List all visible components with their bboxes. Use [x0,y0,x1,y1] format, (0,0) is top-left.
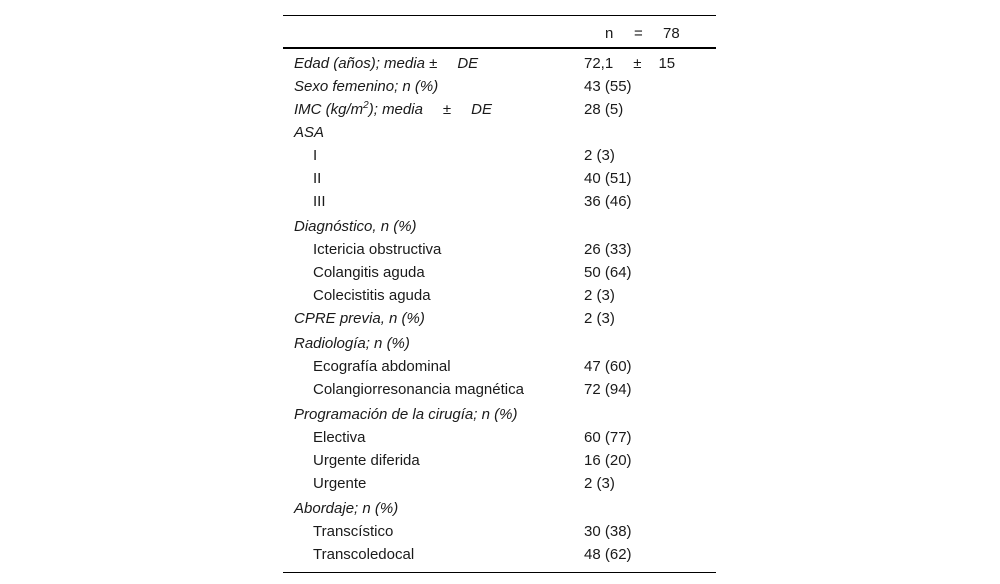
row-label-text: Edad (años); media ± [294,55,438,72]
table-row [283,98,716,121]
table-row [283,75,716,98]
table-row [283,121,716,144]
table-row [283,144,716,167]
row-label: CPRE previa, n (%) [294,310,425,327]
row-value: 2 (3) [584,475,615,492]
row-value: 48 (62) [584,546,632,563]
table-row [283,190,716,213]
row-label: Diagnóstico, n (%) [294,218,417,235]
row-label-de: DE [457,55,479,72]
row-label: Colangitis aguda [313,264,425,281]
row-label [294,101,492,118]
row-label: Programación de la cirugía; n (%) [294,406,518,423]
table-row [283,52,716,75]
table-row [283,449,716,472]
equals-sign: = [634,25,643,42]
row-value: 26 (33) [584,241,632,258]
bottom-rule [283,572,716,573]
row-label: Radiología; n (%) [294,335,410,352]
row-label: Electiva [313,429,366,446]
row-label-text: IMC (kg/m [294,101,364,118]
table-row [283,307,716,330]
n-label: n [605,25,614,42]
table-body [283,49,716,572]
row-value [584,55,675,72]
row-value: 16 (20) [584,452,632,469]
table-row [283,332,716,355]
row-label: Abordaje; n (%) [294,500,399,517]
row-label: Colangiorresonancia magnética [313,381,524,398]
table-row [283,238,716,261]
table-row [283,520,716,543]
row-label: III [313,193,326,210]
superscript: 2 [363,100,369,111]
row-label-de: DE [471,101,492,118]
row-label: Sexo femenino; n (%) [294,78,439,95]
row-value: 50 (64) [584,264,632,281]
table-row [283,426,716,449]
row-label [294,55,478,72]
row-label: ASA [294,124,325,141]
row-value: 30 (38) [584,523,632,540]
row-label-pm: ± [442,101,452,118]
row-label: Urgente diferida [313,452,420,469]
value-de: 15 [658,55,676,72]
row-label: Colecistitis aguda [313,287,431,304]
row-value: 2 (3) [584,310,615,327]
row-value: 43 (55) [584,78,632,95]
table-row [283,284,716,307]
value-mean: 72,1 [584,55,614,72]
row-label: Urgente [313,475,367,492]
row-label: II [313,170,322,187]
table-row [283,167,716,190]
row-value: 60 (77) [584,429,632,446]
table-header [283,16,716,47]
row-label: Transcístico [313,523,394,540]
row-value: 2 (3) [584,147,615,164]
patient-characteristics-table [283,15,716,573]
value-pm: ± [633,55,642,72]
row-value: 47 (60) [584,358,632,375]
table-row [283,403,716,426]
row-value: 72 (94) [584,381,632,398]
row-value: 2 (3) [584,287,615,304]
table-row [283,261,716,284]
table-row [283,472,716,495]
row-label: I [313,147,318,164]
row-value: 28 (5) [584,101,624,118]
n-value: 78 [663,25,680,42]
row-label: Ecografía abdominal [313,358,451,375]
table-row [283,215,716,238]
table-row [283,355,716,378]
table-row [283,497,716,520]
table-row [283,543,716,566]
row-label: Ictericia obstructiva [313,241,442,258]
row-label: Transcoledocal [313,546,415,563]
table-row [283,378,716,401]
row-value: 40 (51) [584,170,632,187]
row-value: 36 (46) [584,193,632,210]
row-label-tail: ); media [368,101,423,118]
